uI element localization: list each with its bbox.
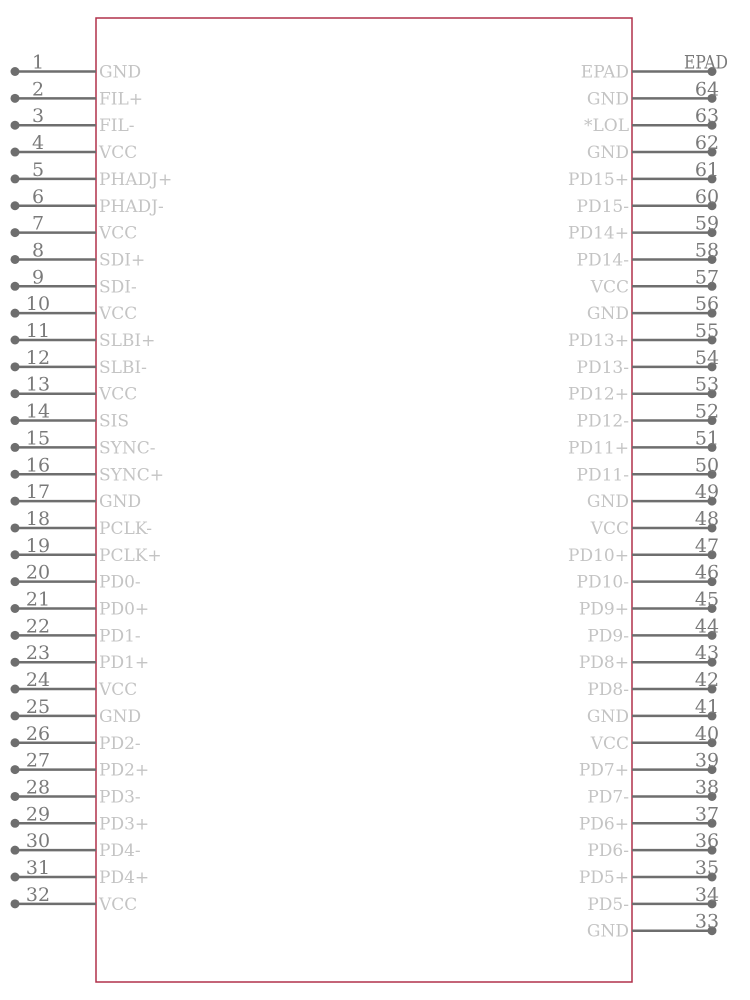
pin-endpoint-dot	[11, 470, 20, 479]
pin-name: PD13+	[568, 331, 629, 351]
pin-number: 42	[694, 669, 720, 692]
pin-endpoint-dot	[11, 148, 20, 157]
pin-name: VCC	[99, 304, 138, 325]
pin-endpoint-dot	[11, 228, 20, 237]
pin-number: 51	[694, 427, 720, 450]
pin-name: PD8+	[578, 653, 629, 674]
pin-name: PD14+	[568, 223, 629, 244]
pin-endpoint-dot	[11, 443, 20, 452]
pin-number: 21	[25, 588, 51, 611]
ic-body-outline	[96, 18, 632, 982]
pin-number: 6	[31, 185, 45, 208]
pin-name: PD0-	[99, 572, 141, 593]
pin-name: SLBI+	[99, 331, 156, 351]
pin-name: GND	[586, 706, 629, 727]
pin-left-7	[11, 213, 138, 244]
pin-number: 12	[25, 346, 51, 369]
pin-name: VCC	[99, 143, 138, 164]
pin-number: 30	[25, 830, 51, 853]
pin-endpoint-dot	[11, 711, 20, 720]
pin-left-8	[11, 239, 146, 270]
pin-name: GND	[99, 706, 142, 727]
pin-endpoint-dot	[11, 362, 20, 371]
pin-name: PD4+	[99, 868, 150, 888]
pin-endpoint-dot	[11, 550, 20, 559]
pin-number: 8	[31, 239, 45, 262]
pin-name: PD11-	[576, 465, 629, 486]
pin-endpoint-dot	[11, 121, 20, 130]
pin-endpoint-dot	[11, 765, 20, 774]
pin-endpoint-dot	[11, 658, 20, 667]
pin-number: 44	[694, 615, 720, 638]
pin-number: 19	[25, 534, 51, 557]
pin-name: PD6-	[587, 841, 629, 862]
pin-number: 62	[694, 132, 720, 155]
pin-endpoint-dot	[11, 67, 20, 76]
pin-name: PD0+	[99, 599, 150, 620]
pin-number: 15	[25, 427, 51, 450]
pin-number: 10	[25, 293, 51, 316]
pin-endpoint-dot	[11, 201, 20, 210]
pin-left-2	[11, 78, 144, 109]
pin-endpoint-dot	[11, 94, 20, 103]
pin-name: VCC	[590, 277, 629, 298]
pin-number: 16	[25, 454, 51, 477]
pin-name: FIL+	[99, 89, 144, 110]
pin-name: VCC	[99, 384, 138, 405]
pin-name: VCC	[590, 733, 629, 754]
pin-name: PD5-	[587, 894, 629, 915]
pin-number: 61	[694, 158, 720, 181]
pin-number: 49	[694, 481, 720, 504]
pin-number: 56	[694, 293, 720, 316]
pin-name: PD9-	[587, 626, 629, 647]
pin-number: 54	[694, 346, 720, 369]
pin-number: 3	[31, 105, 45, 128]
pin-number: 58	[694, 239, 720, 262]
pin-number: 52	[694, 400, 720, 423]
pin-number: 9	[31, 266, 45, 289]
pin-endpoint-dot	[11, 738, 20, 747]
pin-number: 64	[694, 78, 720, 101]
pin-number: 5	[31, 158, 45, 181]
pin-endpoint-dot	[11, 873, 20, 882]
pin-number: 55	[694, 320, 720, 342]
pin-name: PD6+	[578, 814, 629, 835]
pin-name: PD5+	[578, 868, 629, 888]
pin-name: *LOL	[583, 116, 629, 137]
pin-name: PCLK-	[99, 518, 152, 539]
pin-number: 7	[31, 212, 45, 235]
pin-number: 23	[25, 642, 51, 665]
pin-number: 11	[25, 320, 51, 342]
pin-name: PD8-	[587, 680, 629, 701]
pin-name: PD4-	[99, 841, 141, 862]
pin-number: 32	[25, 883, 51, 906]
pin-name: PD7-	[587, 787, 629, 808]
pin-number: 34	[694, 883, 720, 906]
pin-number: 36	[694, 830, 720, 853]
pin-name: SYNC-	[99, 438, 156, 459]
pin-number: 46	[694, 561, 720, 584]
pin-name: PD15+	[568, 169, 629, 190]
pin-number: 63	[694, 105, 720, 128]
pin-endpoint-dot	[11, 255, 20, 264]
pin-name: PHADJ-	[99, 196, 164, 217]
pin-number: 1	[31, 51, 45, 74]
pin-number: 33	[694, 910, 720, 933]
pin-number: 43	[694, 642, 720, 665]
pin-name: SDI+	[99, 250, 146, 271]
pin-endpoint-dot	[11, 523, 20, 532]
pin-name: VCC	[99, 894, 138, 915]
pin-number: 45	[694, 588, 720, 611]
pin-name: GND	[99, 492, 142, 513]
pin-number: 14	[25, 400, 51, 423]
pin-number: 4	[31, 132, 45, 155]
pin-endpoint-dot	[11, 309, 20, 318]
pin-name: PD2+	[99, 760, 150, 781]
pin-left-4	[11, 132, 138, 163]
pin-endpoint-dot	[11, 685, 20, 694]
pin-name: PCLK+	[99, 545, 162, 566]
pin-left-3	[11, 105, 135, 136]
pin-endpoint-dot	[11, 631, 20, 640]
pin-number: 18	[25, 507, 51, 530]
pin-name: VCC	[99, 680, 138, 701]
pin-name: PD1-	[99, 626, 141, 647]
pin-endpoint-dot	[11, 282, 20, 291]
pin-number: 31	[25, 857, 51, 879]
pin-name: GND	[586, 143, 629, 164]
pin-name: GND	[586, 921, 629, 942]
pin-name: PD7+	[578, 760, 629, 781]
pin-name: PD3+	[99, 814, 150, 835]
pin-number: 25	[25, 695, 51, 718]
pin-endpoint-dot	[11, 819, 20, 828]
pin-endpoint-dot	[11, 577, 20, 586]
pin-name: PD1+	[99, 653, 150, 674]
pin-name: PD12-	[576, 411, 629, 432]
pin-number: 24	[25, 669, 51, 692]
pin-endpoint-dot	[11, 604, 20, 613]
pin-name: SLBI-	[99, 357, 147, 378]
pin-number: 48	[694, 507, 720, 530]
pin-number: 41	[694, 695, 720, 718]
pin-number: 40	[694, 722, 720, 745]
pin-name: PD2-	[99, 733, 141, 754]
pin-name: PD11+	[568, 438, 629, 459]
pin-number: 50	[694, 454, 720, 477]
pin-endpoint-dot	[11, 792, 20, 801]
pin-number: 47	[694, 534, 720, 557]
pin-endpoint-dot	[11, 174, 20, 183]
pin-name: FIL-	[99, 116, 135, 137]
pin-name: PD10+	[568, 545, 629, 566]
pin-name: PD9+	[578, 599, 629, 620]
pin-number: 35	[694, 857, 720, 879]
pin-number: 2	[31, 78, 45, 101]
pin-number: 60	[694, 185, 720, 208]
pin-endpoint-dot	[11, 336, 20, 345]
pin-name: GND	[586, 492, 629, 513]
pin-name: PD13-	[576, 357, 629, 378]
pin-number: 53	[694, 373, 720, 396]
pin-name: PD3-	[99, 787, 141, 808]
pin-name: VCC	[590, 518, 629, 539]
pin-number: 22	[25, 615, 51, 638]
pin-name: PD12+	[568, 384, 629, 405]
pin-endpoint-dot	[11, 416, 20, 425]
pin-number: 27	[25, 749, 51, 772]
pin-endpoint-dot	[11, 389, 20, 398]
pin-name: SDI-	[99, 277, 137, 298]
pin-name: GND	[99, 62, 142, 83]
pin-number: 28	[25, 776, 51, 799]
pin-number: 29	[25, 803, 51, 826]
pin-number: 59	[694, 212, 720, 235]
pin-name: SIS	[99, 411, 130, 432]
right-pin-column	[568, 52, 728, 942]
pin-name: VCC	[99, 223, 138, 244]
pin-name: PD10-	[576, 572, 629, 593]
pin-number: 17	[25, 481, 51, 504]
pin-left-32	[11, 884, 138, 915]
pin-name: EPAD	[580, 62, 629, 83]
pin-endpoint-dot	[11, 497, 20, 506]
pin-number: 26	[25, 722, 51, 745]
pin-number: 37	[694, 803, 720, 826]
pin-endpoint-dot	[11, 846, 20, 855]
pin-name: SYNC+	[99, 465, 164, 486]
pin-number: 38	[694, 776, 720, 799]
pin-name: PD14-	[576, 250, 629, 271]
pin-number: EPAD	[684, 51, 728, 74]
pin-name: GND	[586, 304, 629, 325]
pin-name: GND	[586, 89, 629, 110]
pin-left-1	[11, 52, 142, 83]
pin-name: PD15-	[576, 196, 629, 217]
pin-endpoint-dot	[11, 899, 20, 908]
pin-number: 20	[25, 561, 51, 584]
pin-number: 13	[25, 373, 51, 396]
pin-number: 57	[694, 266, 720, 289]
left-pin-column	[11, 52, 173, 915]
pin-number: 39	[694, 749, 720, 772]
pin-right-33	[587, 911, 719, 942]
pin-name: PHADJ+	[99, 169, 173, 190]
